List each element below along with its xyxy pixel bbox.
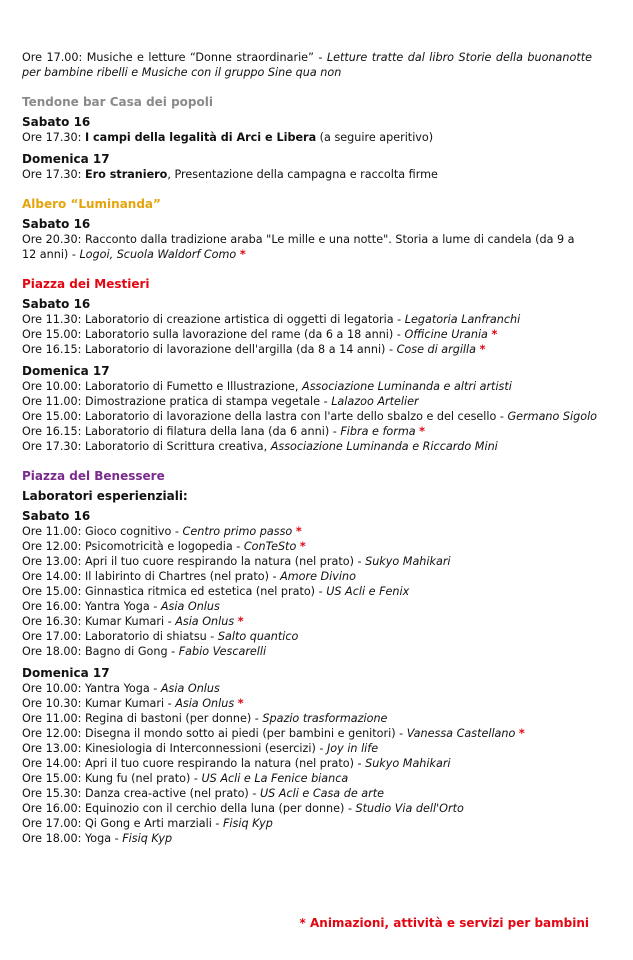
item-organizer: Fisiq Kyp	[122, 832, 173, 845]
schedule-item	[22, 342, 592, 357]
kids-activity-star: *	[239, 248, 246, 261]
item-organizer: Associazione Luminanda e altri artisti	[302, 380, 512, 393]
intro-time: Ore 17.00:	[22, 51, 83, 64]
day-heading: Sabato 16	[22, 509, 91, 523]
day-heading: Sabato 16	[22, 217, 91, 231]
item-organizer: Legatoria Lanfranchi	[404, 313, 521, 326]
item-organizer: Joy in life	[327, 742, 379, 755]
program-content	[22, 50, 598, 846]
item-organizer: Fibra e forma	[340, 425, 416, 438]
item-text: Ore 14.00: Il labirinto di Chartres (nel prato) -	[22, 570, 281, 583]
day-heading: Domenica 17	[22, 364, 110, 378]
item-text: Ore 15.00: Kung fu (nel prato) -	[22, 772, 202, 785]
intro-title: Musiche e letture “Donne straordinarie” -	[82, 51, 327, 64]
day-heading: Sabato 16	[22, 115, 91, 129]
item-text: Ore 16.30: Kumar Kumari -	[22, 615, 176, 628]
kids-activity-star: *	[419, 425, 425, 438]
schedule-item	[22, 711, 592, 726]
schedule-item	[22, 726, 592, 741]
item-organizer: Fabio Vescarelli	[178, 645, 267, 658]
item-text: Ore 15.00: Ginnastica ritmica ed estetica (nel prato) -	[22, 585, 327, 598]
sections-container	[22, 94, 598, 846]
item-text: Ore 13.00: Kinesiologia di Interconnessioni (esercizi) -	[22, 742, 327, 755]
item-text: Ore 11.00: Dimostrazione pratica di stampa vegetale -	[22, 395, 332, 408]
item-text: Ore 10.00: Yantra Yoga -	[22, 682, 161, 695]
item-organizer: ConTeSto	[243, 540, 297, 553]
item-organizer: Germano Sigolo	[507, 410, 598, 423]
item-organizer: Lalazoo Artelier	[331, 395, 419, 408]
item-text: Ore 15.00: Laboratorio sulla lavorazione del rame (da 6 a 18 anni) -	[22, 328, 405, 341]
item-text: , Presentazione della campagna e raccolta firme	[167, 168, 438, 181]
item-organizer: Amore Divino	[280, 570, 356, 583]
schedule-item	[22, 629, 592, 644]
kids-activity-star: *	[295, 525, 302, 538]
item-text: (a seguire aperitivo)	[316, 131, 434, 144]
schedule-item	[22, 771, 592, 786]
item-text: Ore 17.00: Laboratorio di shiatsu -	[22, 630, 218, 643]
schedule-item	[22, 232, 592, 262]
kids-activity-star: *	[237, 615, 244, 628]
item-organizer: Sukyo Mahikari	[365, 757, 451, 770]
intro-description: Letture tratte dal libro Storie della buonanotte per bambine ribelli e Musiche con il gruppo Sine qua non	[22, 51, 592, 79]
schedule-item	[22, 786, 592, 801]
section-title: Tendone bar Casa dei popoli	[22, 95, 213, 109]
day-heading: Domenica 17	[22, 152, 110, 166]
schedule-item	[22, 614, 592, 629]
item-organizer: US Acli e Casa de arte	[259, 787, 384, 800]
item-text: Ore 12.00: Psicomotricità e logopedia -	[22, 540, 244, 553]
schedule-item	[22, 831, 592, 846]
schedule-item	[22, 644, 592, 659]
item-text: Ore 12.00: Disegna il mondo sotto ai piedi (per bambini e genitori) -	[22, 727, 407, 740]
section-title: Piazza del Benessere	[22, 469, 165, 483]
item-organizer: US Acli e Fenix	[326, 585, 410, 598]
item-title: Ero straniero	[84, 168, 168, 181]
item-text: Ore 16.15: Laboratorio di filatura della lana (da 6 anni) -	[22, 425, 341, 438]
schedule-item	[22, 554, 592, 569]
kids-activity-star: *	[237, 697, 244, 710]
item-text: Ore 17.30:	[22, 131, 85, 144]
item-organizer: Asia Onlus	[175, 697, 235, 710]
item-text: Ore 17.30: Laboratorio di Scrittura creativa,	[22, 440, 271, 453]
item-text: Ore 18.00: Yoga -	[22, 832, 123, 845]
schedule-item	[22, 569, 592, 584]
schedule-item	[22, 599, 592, 614]
item-text: Ore 16.00: Yantra Yoga -	[22, 600, 161, 613]
schedule-item	[22, 801, 592, 816]
item-organizer: Studio Via dell'Orto	[355, 802, 464, 815]
item-organizer: Centro primo passo	[182, 525, 293, 538]
schedule-item	[22, 584, 592, 599]
schedule-item	[22, 312, 592, 327]
schedule-item	[22, 816, 592, 831]
item-organizer: Salto quantico	[217, 630, 299, 643]
item-text: Ore 13.00: Apri il tuo cuore respirando la natura (nel prato) -	[22, 555, 366, 568]
item-organizer: Logoi, Scuola Waldorf Como	[79, 248, 237, 261]
item-organizer: Cose di argilla	[396, 343, 477, 356]
item-organizer: Sukyo Mahikari	[365, 555, 451, 568]
item-organizer: Asia Onlus	[160, 682, 220, 695]
footer-note: * Animazioni, attività e servizi per bambini	[299, 916, 589, 930]
kids-activity-star: *	[299, 540, 306, 553]
schedule-item	[22, 424, 592, 439]
item-organizer: Associazione Luminanda e Riccardo Mini	[270, 440, 498, 453]
item-title: I campi della legalità di Arci e Libera	[84, 131, 317, 144]
item-organizer: Officine Urania	[404, 328, 488, 341]
section-subheading: Laboratori esperienziali:	[22, 489, 188, 503]
item-text: Ore 17.30:	[22, 168, 85, 181]
schedule-item	[22, 394, 592, 409]
day-heading: Sabato 16	[22, 297, 91, 311]
kids-activity-star: *	[479, 343, 486, 356]
item-organizer: Asia Onlus	[160, 600, 220, 613]
schedule-item	[22, 524, 592, 539]
item-text: Ore 14.00: Apri il tuo cuore respirando la natura (nel prato) -	[22, 757, 366, 770]
item-organizer: US Acli e La Fenice bianca	[201, 772, 349, 785]
item-text: Ore 15.30: Danza crea-active (nel prato) -	[22, 787, 260, 800]
item-organizer: Vanessa Castellano	[406, 727, 516, 740]
item-text: Ore 20.30: Racconto dalla tradizione araba "Le mille e una notte". Storia a lume di candela (da 9 a 12 anni) -	[22, 233, 575, 261]
schedule-item	[22, 327, 592, 342]
schedule-item	[22, 167, 592, 182]
intro-paragraph	[22, 50, 592, 80]
item-text: Ore 16.15: Laboratorio di lavorazione dell'argilla (da 8 a 14 anni) -	[22, 343, 397, 356]
item-text: Ore 11.00: Gioco cognitivo -	[22, 525, 183, 538]
day-heading: Domenica 17	[22, 666, 110, 680]
section-title: Albero “Luminanda”	[22, 197, 161, 211]
schedule-item	[22, 696, 592, 711]
kids-activity-star: *	[491, 328, 498, 341]
item-text: Ore 10.00: Laboratorio di Fumetto e Illustrazione,	[22, 380, 303, 393]
item-text: Ore 18.00: Bagno di Gong -	[22, 645, 179, 658]
schedule-item	[22, 539, 592, 554]
item-organizer: Spazio trasformazione	[262, 712, 388, 725]
schedule-item	[22, 756, 592, 771]
section-title: Piazza dei Mestieri	[22, 277, 150, 291]
item-text: Ore 11.30: Laboratorio di creazione artistica di oggetti di legatoria -	[22, 313, 405, 326]
item-text: Ore 17.00: Qi Gong e Arti marziali -	[22, 817, 223, 830]
item-text: Ore 11.00: Regina di bastoni (per donne) -	[22, 712, 263, 725]
item-organizer: Fisiq Kyp	[222, 817, 273, 830]
schedule-item	[22, 681, 592, 696]
schedule-item	[22, 379, 592, 394]
item-text: Ore 15.00: Laboratorio di lavorazione della lastra con l'arte dello sbalzo e del cesello -	[22, 410, 508, 423]
item-text: Ore 10.30: Kumar Kumari -	[22, 697, 176, 710]
kids-activity-star: *	[518, 727, 525, 740]
schedule-item	[22, 439, 592, 454]
schedule-item	[22, 409, 598, 424]
item-organizer: Asia Onlus	[175, 615, 235, 628]
schedule-item	[22, 130, 592, 145]
item-text: Ore 16.00: Equinozio con il cerchio della luna (per donne) -	[22, 802, 356, 815]
schedule-item	[22, 741, 592, 756]
